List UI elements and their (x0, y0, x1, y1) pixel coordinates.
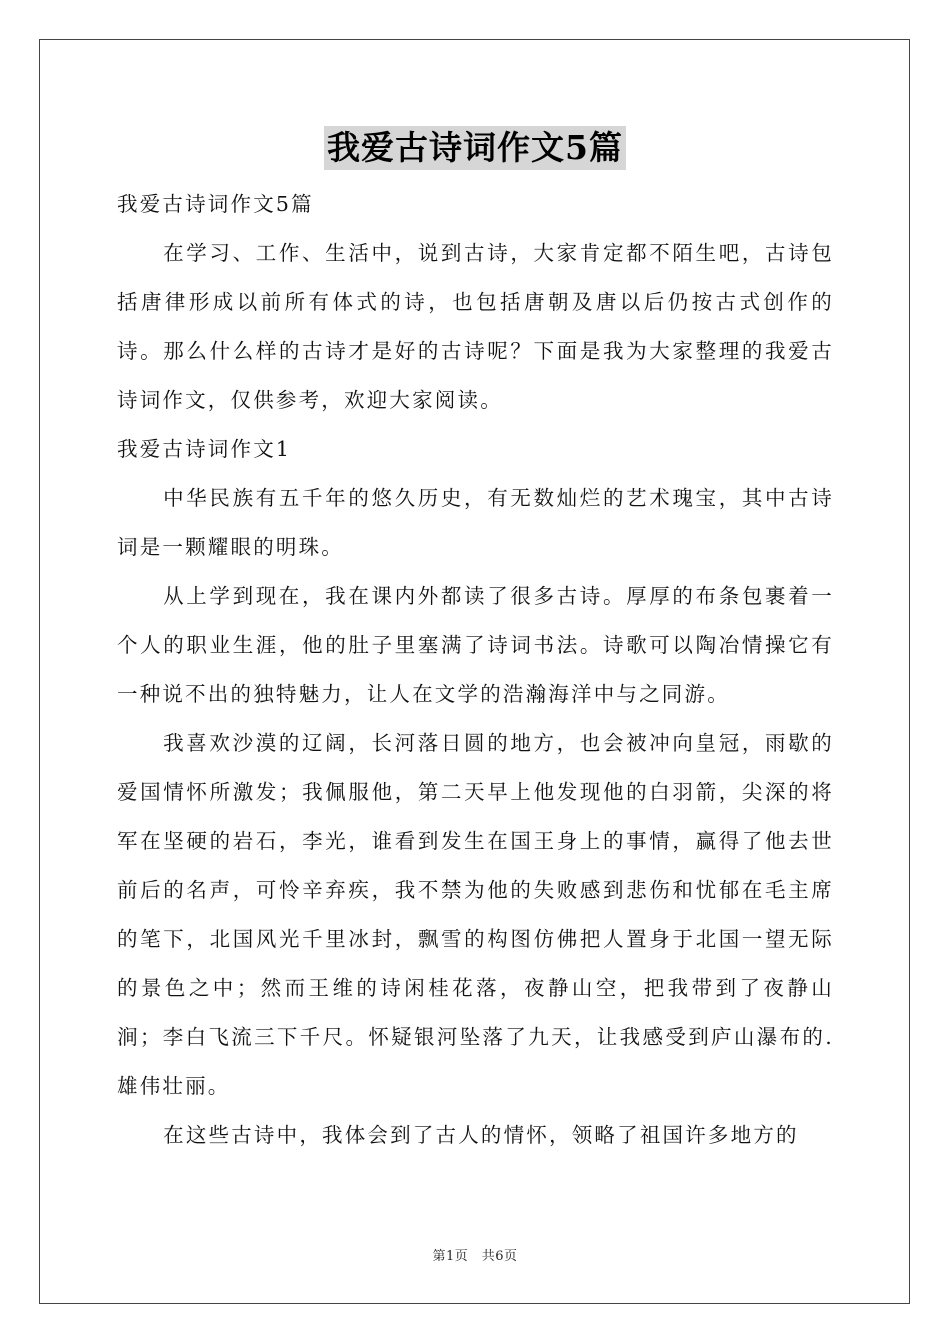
page-number: 第1页 共6页 (432, 1249, 518, 1264)
paragraph: 从上学到现在，我在课内外都读了很多古诗。厚厚的布条包裹着一个人的职业生涯，他的肚子里塞满了诗词书法。诗歌可以陶冶情操它有一种说不出的独特魅力，让人在文学的浩瀚海洋中与之同游。 (117, 584, 834, 706)
document-body (117, 180, 834, 1160)
paragraph: 在学习、工作、生活中，说到古诗，大家肯定都不陌生吧，古诗包括唐律形成以前所有体式的诗，也包括唐朝及唐以后仍按古式创作的诗。那么什么样的古诗才是好的古诗呢？下面是我为大家整理的我爱古诗词作文，仅供参考，欢迎大家阅读。 (117, 241, 834, 412)
paragraph: 中华民族有五千年的悠久历史，有无数灿烂的艺术瑰宝，其中古诗词是一颗耀眼的明珠。 (117, 486, 834, 559)
paragraph: 我喜欢沙漠的辽阔，长河落日圆的地方，也会被冲向皇冠，雨歇的爱国情怀所激发；我佩服他，第二天早上他发现他的白羽箭，尖深的将军在坚硬的岩石，李光，谁看到发生在国王身上的事情，赢得了他去世前后的名声，可怜辛弃疾，我不禁为他的失败感到悲伤和忧郁在毛主席的笔下，北国风光千里冰封，飘雪的构图仿佛把人置身于北国一望无际的景色之中；然而王维的诗闲桂花落，夜静山空，把我带到了夜静山涧；李白飞流三下千尺。怀疑银河坠落了九天，让我感受到庐山瀑布的.雄伟壮丽。 (117, 731, 834, 1098)
paragraph: 在这些古诗中，我体会到了古人的情怀，领略了祖国许多地方的 (163, 1123, 799, 1147)
paragraph: 我爱古诗词作文5篇 (117, 192, 314, 216)
document-title: 我爱古诗词作文5篇 (324, 126, 626, 170)
title-container (0, 126, 950, 170)
paragraph: 我爱古诗词作文1 (117, 437, 292, 461)
page-footer (0, 1245, 950, 1264)
